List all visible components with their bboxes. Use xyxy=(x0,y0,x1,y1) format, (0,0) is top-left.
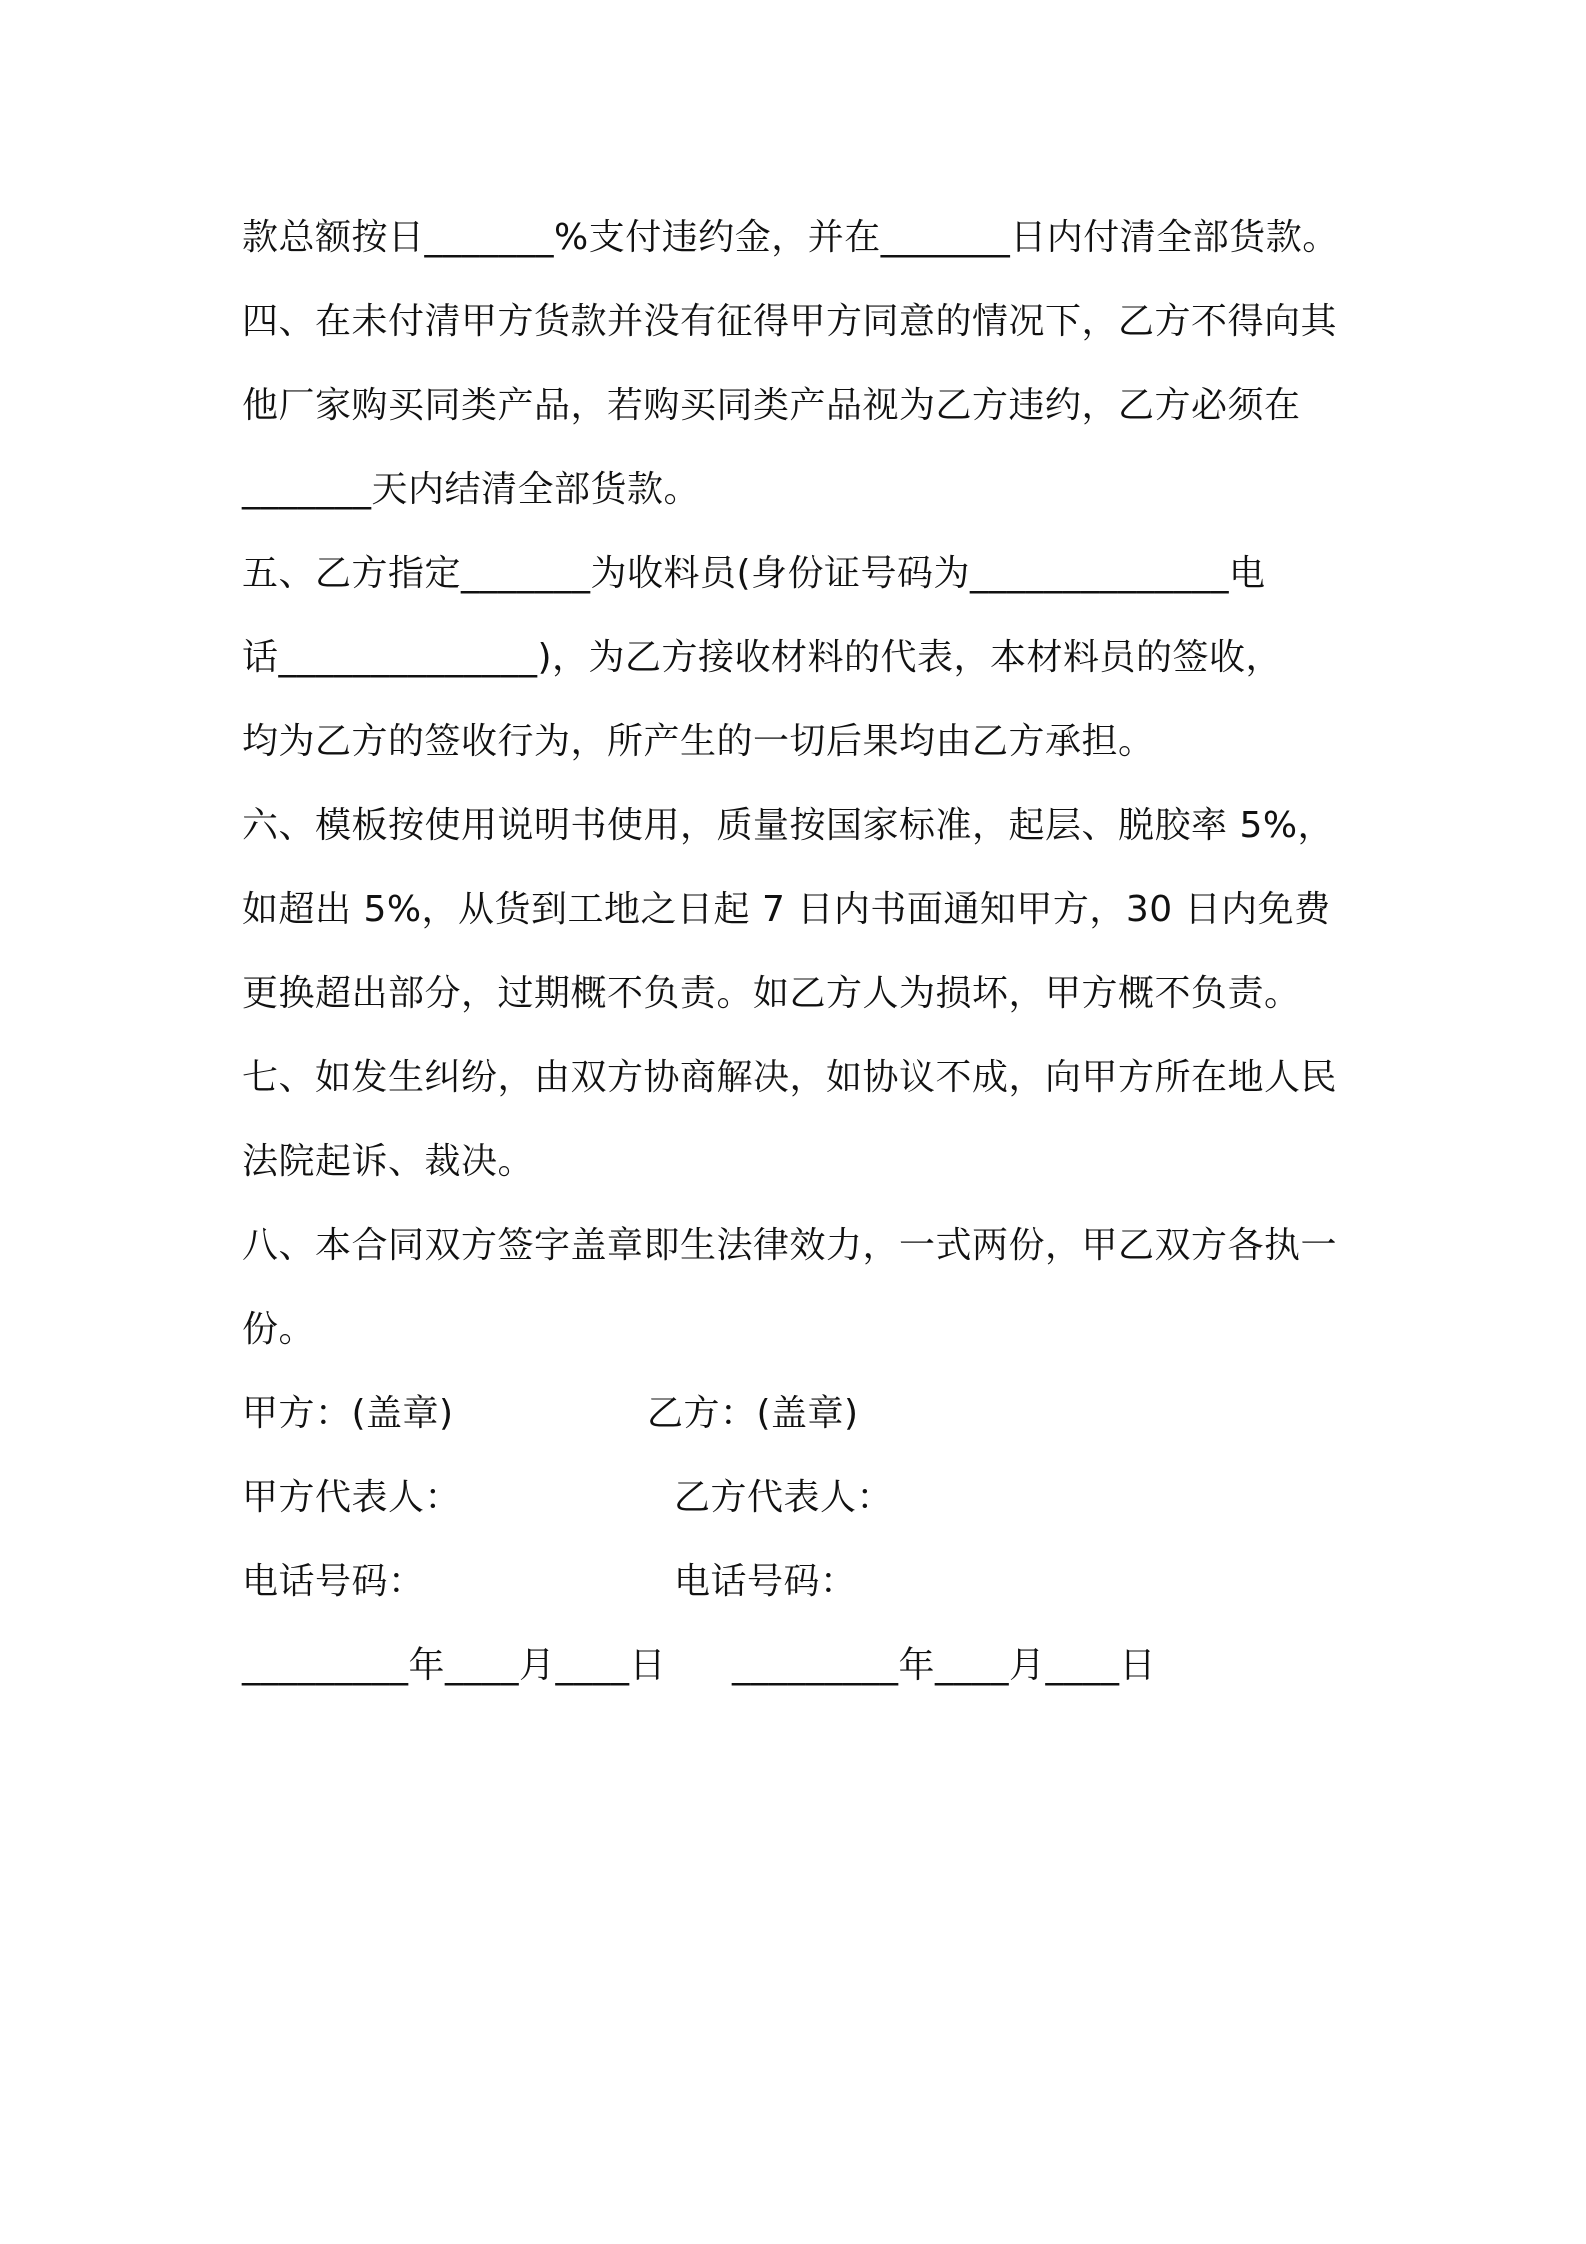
signature-seal-row xyxy=(242,1372,1362,1456)
clause-seven-line-1: 七、如发生纠纷，由双方协商解决，如协议不成，向甲方所在地人民 xyxy=(242,1057,1338,1098)
clause-seven-line-2: 法院起诉、裁决。 xyxy=(242,1141,535,1182)
party-a-representative: 甲方代表人： xyxy=(242,1477,462,1518)
clause-four-line-3: _______天内结清全部货款。 xyxy=(242,469,701,510)
party-a-phone: 电话号码： xyxy=(242,1561,425,1602)
clause-six-line-2: 如超出 5%，从货到工地之日起 7 日内书面通知甲方，30 日内免费 xyxy=(242,889,1331,930)
party-a-seal: 甲方：(盖章) xyxy=(242,1393,454,1434)
signature-phone-row xyxy=(242,1540,1362,1624)
contract-body xyxy=(242,196,1362,1708)
paragraph-line: 款总额按日_______%支付违约金，并在_______日内付清全部货款。 xyxy=(242,217,1339,258)
party-b-representative: 乙方代表人： xyxy=(674,1477,894,1518)
clause-five-line-1: 五、乙方指定_______为收料员(身份证号码为______________电 xyxy=(242,553,1266,594)
clause-four-line-1: 四、在未付清甲方货款并没有征得甲方同意的情况下，乙方不得向其 xyxy=(242,301,1338,342)
clause-six-line-1: 六、模板按使用说明书使用，质量按国家标准，起层、脱胶率 5%， xyxy=(242,805,1335,846)
clause-five-line-2: 话______________)，为乙方接收材料的代表，本材料员的签收， xyxy=(242,637,1283,678)
signature-representative-row xyxy=(242,1456,1362,1540)
clause-four-line-2: 他厂家购买同类产品，若购买同类产品视为乙方违约，乙方必须在 xyxy=(242,385,1301,426)
signature-date-row xyxy=(242,1624,1362,1708)
clause-six-line-3: 更换超出部分，过期概不负责。如乙方人为损坏，甲方概不负责。 xyxy=(242,973,1301,1014)
clause-eight-line-1: 八、本合同双方签字盖章即生法律效力，一式两份，甲乙双方各执一 xyxy=(242,1225,1338,1266)
clause-five-line-3: 均为乙方的签收行为，所产生的一切后果均由乙方承担。 xyxy=(242,721,1155,762)
party-b-seal: 乙方：(盖章) xyxy=(647,1393,859,1434)
clause-eight-line-2: 份。 xyxy=(242,1309,316,1350)
party-a-date: _________年____月____日 xyxy=(242,1645,666,1686)
party-b-date: _________年____月____日 xyxy=(732,1645,1156,1686)
party-b-phone: 电话号码： xyxy=(674,1561,857,1602)
